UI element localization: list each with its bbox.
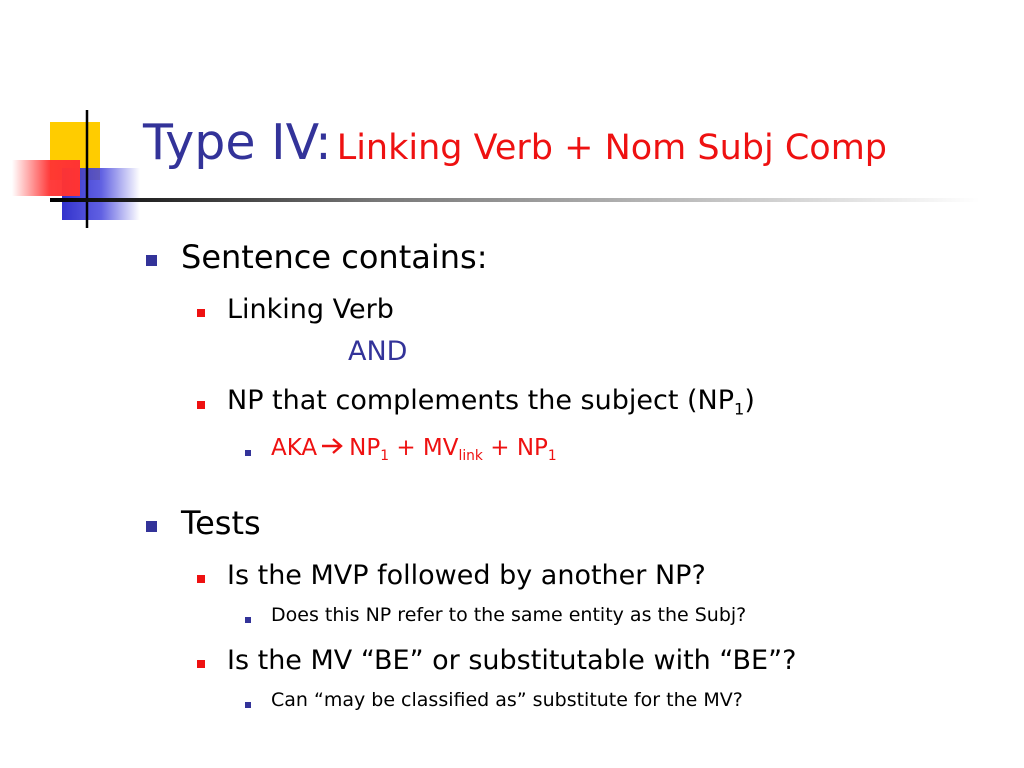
deco-red-bar (12, 160, 80, 196)
formula-mv-subscript: link (458, 447, 483, 464)
bullet-square-icon (197, 309, 205, 317)
bullet-square-icon (197, 575, 205, 583)
bullet-square-icon (146, 521, 157, 532)
bullet-aka-formula (271, 435, 557, 464)
formula-mv: MV (422, 435, 459, 461)
formula-plus-2: + (482, 435, 517, 461)
np-complements-text: NP that complements the subject (NP (227, 385, 735, 416)
formula-plus-1: + (389, 435, 423, 461)
title-underline (50, 198, 980, 202)
title-subtitle: Linking Verb + Nom Subj Comp (336, 128, 888, 168)
slide-title (143, 114, 888, 171)
bullet-square-icon (146, 255, 157, 266)
right-arrow-icon (321, 438, 343, 454)
bullet-np-complements (227, 385, 755, 419)
and-label: AND (348, 336, 408, 367)
bullet-classified-as: Can “may be classified as” substitute for the MV? (271, 689, 743, 711)
formula-np-subscript: 1 (380, 447, 390, 464)
bullet-tests: Tests (181, 504, 261, 542)
bullet-linking-verb: Linking Verb (227, 294, 394, 325)
bullet-square-icon (197, 401, 205, 409)
bullet-square-icon (245, 702, 251, 708)
bullet-sentence-contains: Sentence contains: (181, 238, 488, 276)
np-complements-tail: ) (744, 385, 755, 416)
aka-label: AKA (271, 435, 318, 461)
bullet-mvp-followed: Is the MVP followed by another NP? (227, 560, 706, 591)
formula-np-2-subscript: 1 (547, 447, 557, 464)
bullet-mv-be: Is the MV “BE” or substitutable with “BE”? (227, 645, 797, 676)
title-main: Type IV: (143, 114, 332, 171)
formula-np-2: NP (516, 435, 548, 461)
bullet-square-icon (245, 617, 251, 623)
bullet-square-icon (245, 450, 251, 456)
title-decoration (0, 0, 150, 240)
bullet-same-entity: Does this NP refer to the same entity as the Subj? (271, 604, 747, 626)
np-complements-subscript: 1 (734, 399, 745, 419)
formula-np: NP (349, 435, 381, 461)
bullet-square-icon (197, 660, 205, 668)
